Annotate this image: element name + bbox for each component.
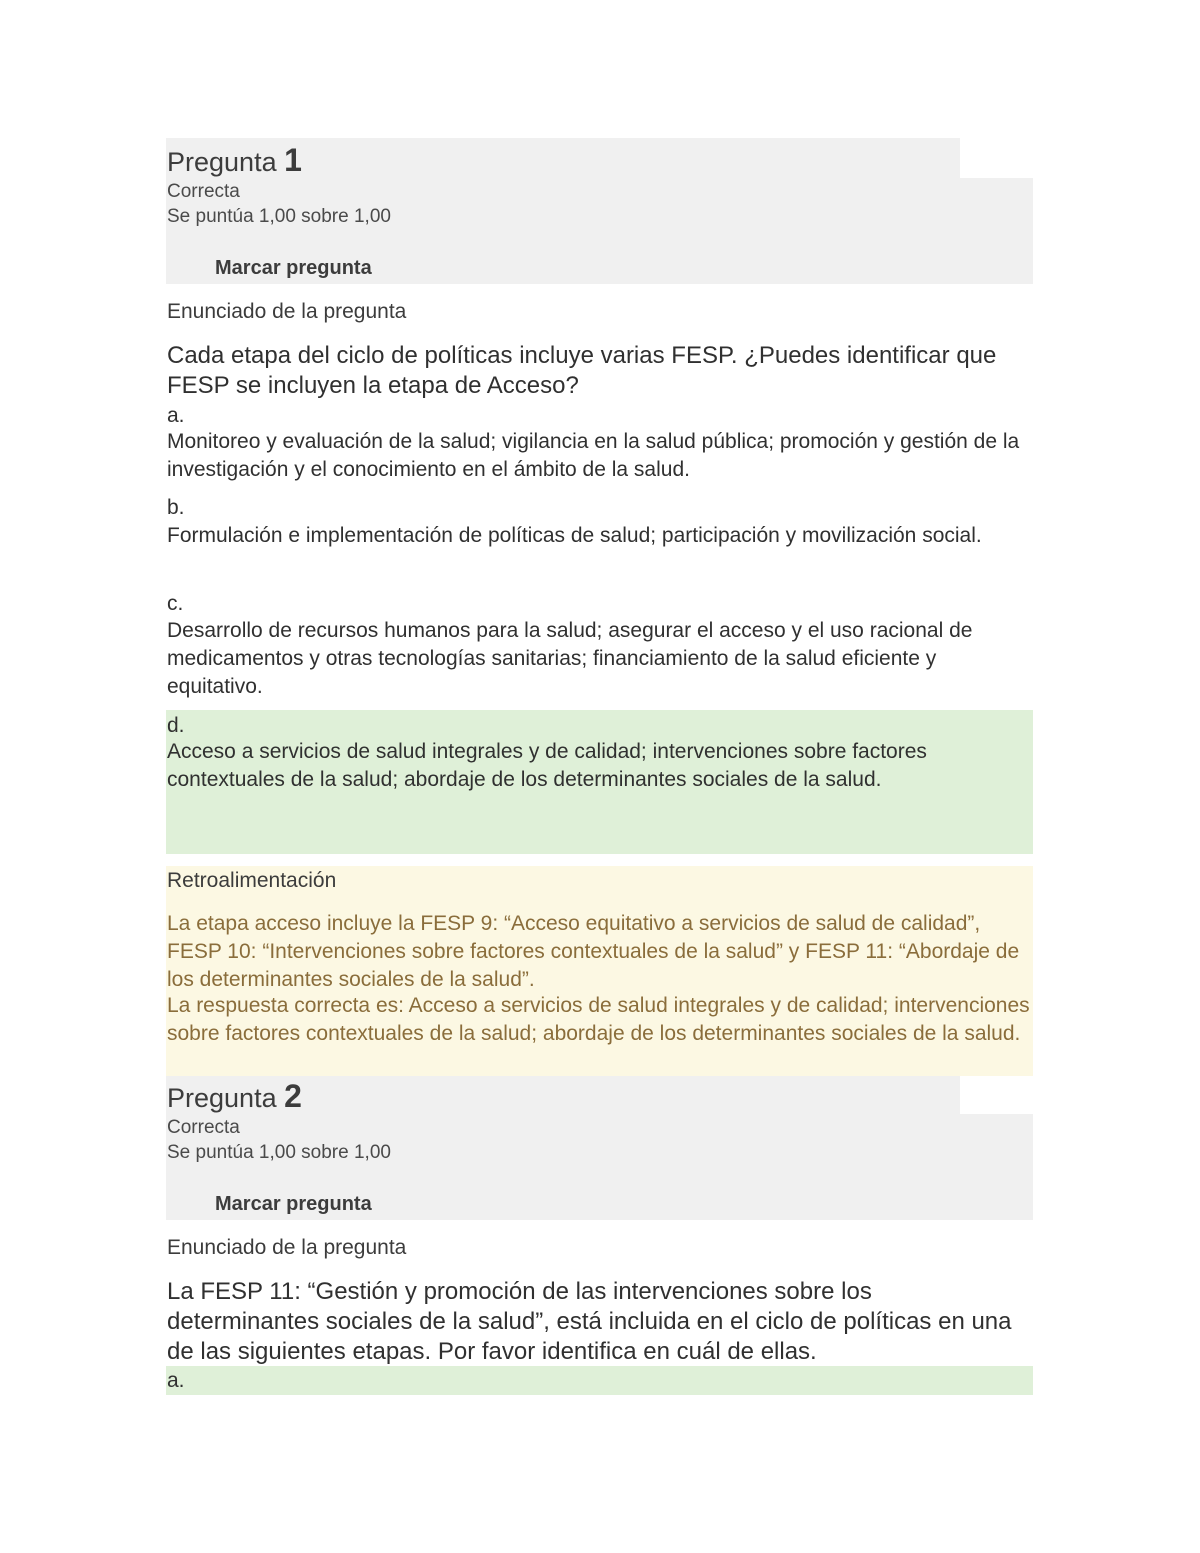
question-2-state: Correcta	[167, 1117, 240, 1138]
feedback-text: La etapa acceso incluye la FESP 9: “Acceso equitativo a servicios de salud de calidad”, FESP 10: “Intervenciones sobre factores contextuales de la salud” y FESP 11: “Abordaje de los determinantes sociales de la salud”.	[167, 912, 1020, 991]
option-a-text[interactable]: Monitoreo y evaluación de la salud; vigilancia en la salud pública; promoción y gestión de la investigación y el conocimiento en el ámbito de la salud.	[167, 430, 1020, 481]
question-1-title	[167, 144, 302, 178]
correct-answer-text: La respuesta correcta es: Acceso a servicios de salud integrales y de calidad; intervenciones sobre factores contextuales de la salud; abordaje de los determinantes sociales de la salud.	[167, 994, 1030, 1045]
q2-option-a-letter[interactable]: a.	[167, 1369, 185, 1392]
option-a-correct-highlight	[166, 1366, 1033, 1395]
question-title-word: Pregunta	[167, 1083, 277, 1113]
question-1-flag-button[interactable]: Marcar pregunta	[215, 257, 372, 279]
question-2-text: La FESP 11: “Gestión y promoción de las intervenciones sobre los determinantes sociales de la salud”, está incluida en el ciclo de políticas en una de las siguientes etapas. Por favor identifica en cuál de ellas.	[167, 1278, 1012, 1365]
option-b-letter[interactable]: b.	[167, 496, 185, 519]
option-d-text[interactable]: Acceso a servicios de salud integrales y de calidad; intervenciones sobre factores contextuales de la salud; abordaje de los determinantes sociales de la salud.	[167, 740, 927, 791]
feedback-label: Retroalimentación	[167, 869, 337, 892]
option-c-text[interactable]: Desarrollo de recursos humanos para la salud; asegurar el acceso y el uso racional de medicamentos y otras tecnologías sanitarias; financiamiento de la salud eficiente y equitativo.	[167, 619, 973, 698]
question-2-grade: Se puntúa 1,00 sobre 1,00	[167, 1142, 391, 1163]
question-1-state: Correcta	[167, 181, 240, 202]
option-d-letter[interactable]: d.	[167, 714, 185, 737]
question-2-flag-button[interactable]: Marcar pregunta	[215, 1193, 372, 1215]
question-number: 1	[284, 142, 302, 178]
option-a-letter[interactable]: a.	[167, 404, 185, 427]
option-b-text[interactable]: Formulación e implementación de políticas de salud; participación y movilización social.	[167, 524, 982, 547]
question-number: 2	[284, 1078, 302, 1114]
question-1-grade: Se puntúa 1,00 sobre 1,00	[167, 206, 391, 227]
question-1-statement-label: Enunciado de la pregunta	[167, 300, 407, 323]
question-1-text: Cada etapa del ciclo de políticas incluye varias FESP. ¿Puedes identificar que FESP se incluyen la etapa de Acceso?	[167, 342, 997, 399]
question-2-title	[167, 1080, 302, 1114]
question-2-statement-label: Enunciado de la pregunta	[167, 1236, 407, 1259]
option-c-letter[interactable]: c.	[167, 592, 184, 615]
question-title-word: Pregunta	[167, 147, 277, 177]
